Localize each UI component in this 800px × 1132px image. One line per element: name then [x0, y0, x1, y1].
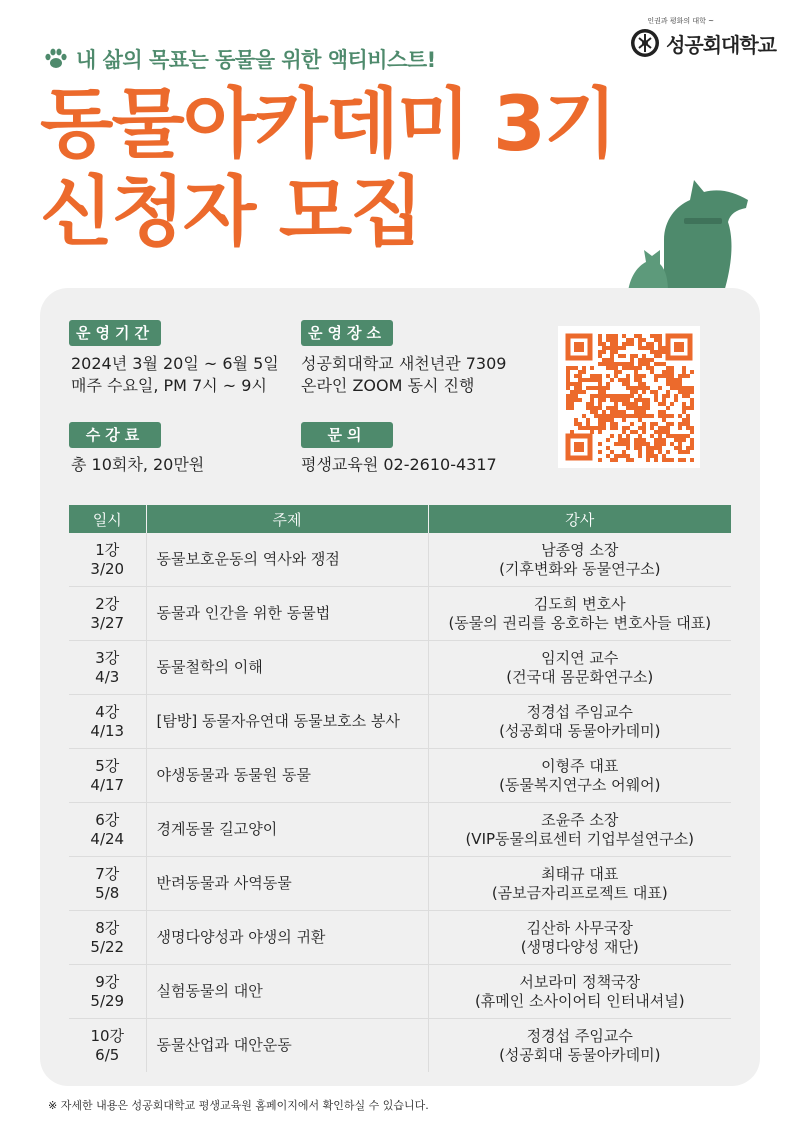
table-row — [69, 749, 731, 803]
contact-value: 평생교육원 02-2610-4317 — [301, 455, 497, 474]
session-cell — [69, 857, 146, 911]
topic-cell: 동물과 인간을 위한 동물법 — [146, 587, 428, 641]
place-badge: 운영장소 — [301, 320, 393, 346]
title-line-1: 동물아카데미 3기 — [40, 79, 616, 168]
lecturer-affiliation: (동물의 권리를 옹호하는 변호사들 대표) — [448, 613, 712, 632]
topic-cell: 동물철학의 이해 — [146, 641, 428, 695]
tagline-text: 내 삶의 목표는 동물을 위한 액티비스트! — [76, 48, 436, 72]
lecturer-cell — [428, 749, 731, 803]
tagline — [44, 44, 436, 74]
lecturer-affiliation: (건국대 몸문화연구소) — [506, 667, 654, 686]
topic-cell: 실험동물의 대안 — [146, 965, 428, 1019]
session-date: 3/20 — [90, 559, 125, 578]
topic-cell: 반려동물과 사역동물 — [146, 857, 428, 911]
session-number: 3강 — [95, 648, 120, 667]
dog-cat-illustration — [624, 170, 754, 292]
topic-cell: 생명다양성과 야생의 귀환 — [146, 911, 428, 965]
topic-cell: 경계동물 길고양이 — [146, 803, 428, 857]
period-line-1: 2024년 3월 20일 ~ 6월 5일 — [71, 354, 279, 373]
footnote: ※ 자세한 내용은 성공회대학교 평생교육원 홈페이지에서 확인하실 수 있습니다. — [48, 1099, 429, 1112]
lecturer-affiliation: (VIP동물의료센터 기업부설연구소) — [465, 829, 695, 848]
lecturer-affiliation: (곰보금자리프로젝트 대표) — [491, 883, 668, 902]
schedule-table — [69, 505, 731, 1072]
period-line-2: 매주 수요일, PM 7시 ~ 9시 — [71, 376, 267, 395]
header-topic: 주제 — [146, 505, 428, 533]
session-number: 6강 — [95, 810, 120, 829]
session-number: 2강 — [95, 594, 120, 613]
session-number: 9강 — [95, 972, 120, 991]
header-lecturer: 강사 — [428, 505, 731, 533]
logo-subtitle: 인권과 평화의 대학 ~ — [647, 17, 714, 25]
lecturer-affiliation: (기후변화와 동물연구소) — [499, 559, 661, 578]
session-cell — [69, 965, 146, 1019]
lecturer-cell — [428, 911, 731, 965]
period-badge: 운영기간 — [69, 320, 161, 346]
lecturer-cell — [428, 803, 731, 857]
session-cell — [69, 695, 146, 749]
topic-cell: [탐방] 동물자유연대 동물보호소 봉사 — [146, 695, 428, 749]
lecturer-name: 정경섭 주임교수 — [526, 1026, 633, 1045]
session-number: 5강 — [95, 756, 120, 775]
session-cell — [69, 641, 146, 695]
session-number: 7강 — [95, 864, 120, 883]
topic-cell: 동물산업과 대안운동 — [146, 1019, 428, 1073]
lecturer-affiliation: (성공회대 동물아카데미) — [499, 721, 661, 740]
lecturer-name: 조윤주 소장 — [541, 810, 619, 829]
table-row — [69, 803, 731, 857]
lecturer-cell — [428, 965, 731, 1019]
lecturer-name: 정경섭 주임교수 — [526, 702, 633, 721]
lecturer-cell — [428, 587, 731, 641]
logo-name: 성공회대학교 — [666, 32, 776, 57]
header-date: 일시 — [69, 505, 146, 533]
lecturer-name: 남종영 소장 — [541, 540, 619, 559]
session-cell — [69, 803, 146, 857]
session-date: 6/5 — [95, 1045, 120, 1064]
table-row — [69, 641, 731, 695]
lecturer-affiliation: (휴메인 소사이어티 인터내셔널) — [474, 991, 685, 1010]
session-cell — [69, 533, 146, 587]
session-number: 1강 — [95, 540, 120, 559]
session-number: 8강 — [95, 918, 120, 937]
table-row — [69, 1019, 731, 1073]
table-row — [69, 533, 731, 587]
lecturer-affiliation: (생명다양성 재단) — [520, 937, 639, 956]
lecturer-name: 임지연 교수 — [541, 648, 619, 667]
paw-icon — [44, 48, 68, 70]
session-date: 3/27 — [90, 613, 125, 632]
session-number: 10강 — [90, 1026, 125, 1045]
lecturer-affiliation: (성공회대 동물아카데미) — [499, 1045, 661, 1064]
session-cell — [69, 587, 146, 641]
session-date: 5/22 — [90, 937, 125, 956]
session-date: 4/17 — [90, 775, 125, 794]
place-line-2: 온라인 ZOOM 동시 진행 — [301, 376, 475, 395]
lecturer-cell — [428, 695, 731, 749]
topic-cell: 야생동물과 동물원 동물 — [146, 749, 428, 803]
session-date: 5/8 — [95, 883, 120, 902]
session-cell — [69, 749, 146, 803]
fee-badge: 수강료 — [69, 422, 161, 448]
table-row — [69, 911, 731, 965]
table-row — [69, 857, 731, 911]
lecturer-cell — [428, 857, 731, 911]
title-line-2: 신청자 모집 — [40, 167, 422, 256]
lecturer-name: 김도희 변호사 — [533, 594, 626, 613]
qr-code-image — [558, 326, 700, 468]
lecturer-name: 이형주 대표 — [541, 756, 619, 775]
table-row — [69, 695, 731, 749]
university-logo[interactable] — [630, 16, 776, 58]
lecturer-cell — [428, 1019, 731, 1073]
lecturer-name: 서보라미 정책국장 — [519, 972, 641, 991]
session-cell — [69, 911, 146, 965]
topic-cell: 동물보호운동의 역사와 쟁점 — [146, 533, 428, 587]
fee-value: 총 10회차, 20만원 — [71, 455, 205, 474]
session-date: 5/29 — [90, 991, 125, 1010]
table-row — [69, 587, 731, 641]
session-date: 4/24 — [90, 829, 125, 848]
session-number: 4강 — [95, 702, 120, 721]
university-emblem-icon — [630, 28, 660, 58]
lecturer-name: 최태규 대표 — [541, 864, 619, 883]
lecturer-affiliation: (동물복지연구소 어웨어) — [499, 775, 661, 794]
session-cell — [69, 1019, 146, 1073]
qr-code[interactable] — [558, 326, 700, 468]
lecturer-cell — [428, 533, 731, 587]
contact-badge: 문의 — [301, 422, 393, 448]
place-line-1: 성공회대학교 새천년관 7309 — [301, 354, 507, 373]
session-date: 4/3 — [95, 667, 120, 686]
lecturer-name: 김산하 사무국장 — [526, 918, 633, 937]
table-row — [69, 965, 731, 1019]
lecturer-cell — [428, 641, 731, 695]
session-date: 4/13 — [90, 721, 125, 740]
